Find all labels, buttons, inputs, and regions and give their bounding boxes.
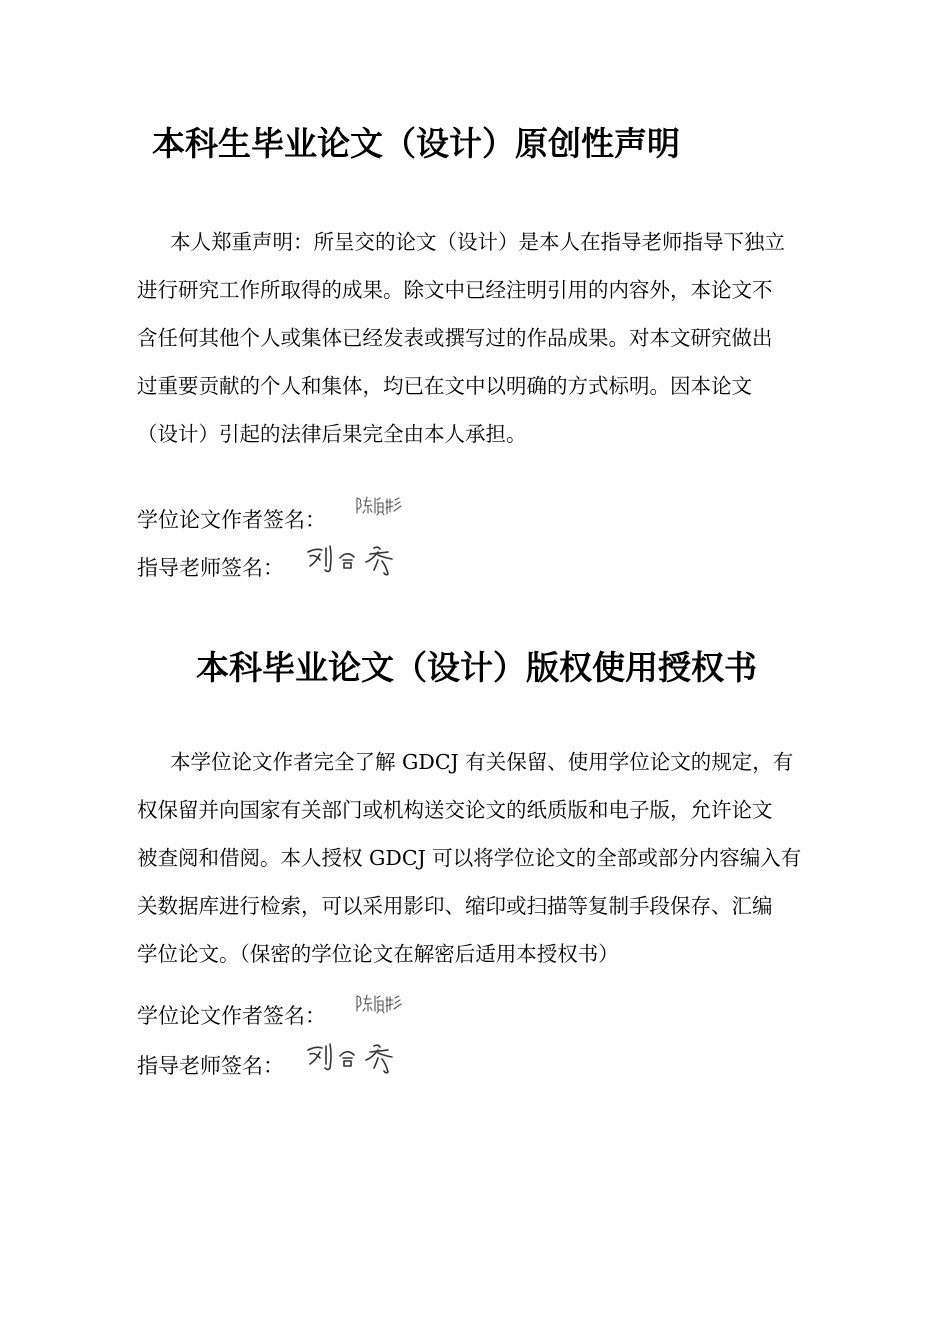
authorization-line: 关数据库进行检索，可以采用影印、缩印或扫描等复制手段保存、汇编 bbox=[137, 894, 773, 918]
declaration-paragraph bbox=[137, 218, 877, 458]
declaration-line: 过重要贡献的个人和集体，均已在文中以明确的方式标明。因本论文 bbox=[137, 374, 752, 398]
authorization-line: 学位论文。（保密的学位论文在解密后适用本授权书） bbox=[137, 942, 619, 966]
authorization-line: 被查阅和借阅。本人授权 GDCJ 可以将学位论文的全部或部分内容编入有 bbox=[137, 846, 802, 870]
advisor-signature-label: 指导老师签名： bbox=[137, 556, 284, 580]
advisor-handwritten-signature bbox=[306, 542, 402, 578]
advisor-signature-label: 指导老师签名： bbox=[137, 1054, 284, 1078]
advisor-handwritten-signature bbox=[306, 1040, 402, 1076]
author-handwritten-signature bbox=[355, 990, 405, 1016]
authorization-paragraph bbox=[137, 738, 877, 978]
author-signature-label: 学位论文作者签名： bbox=[137, 508, 326, 532]
authorization-line: 本学位论文作者完全了解 GDCJ 有关保留、使用学位论文的规定，有 bbox=[170, 750, 794, 774]
authorization-line: 权保留并向国家有关部门或机构送交论文的纸质版和电子版，允许论文 bbox=[137, 798, 773, 822]
declaration-line: 进行研究工作所取得的成果。除文中已经注明引用的内容外，本论文不 bbox=[137, 278, 773, 302]
declaration-line: 本人郑重声明：所呈交的论文（设计）是本人在指导老师指导下独立 bbox=[170, 230, 785, 254]
author-handwritten-signature bbox=[355, 492, 405, 518]
authorization-title: 本科毕业论文（设计）版权使用授权书 bbox=[196, 648, 757, 687]
declaration-line: （设计）引起的法律后果完全由本人承担。 bbox=[137, 422, 527, 446]
declaration-line: 含任何其他个人或集体已经发表或撰写过的作品成果。对本文研究做出 bbox=[137, 326, 773, 350]
declaration-title: 本科生毕业论文（设计）原创性声明 bbox=[152, 124, 680, 163]
author-signature-label: 学位论文作者签名： bbox=[137, 1004, 326, 1028]
